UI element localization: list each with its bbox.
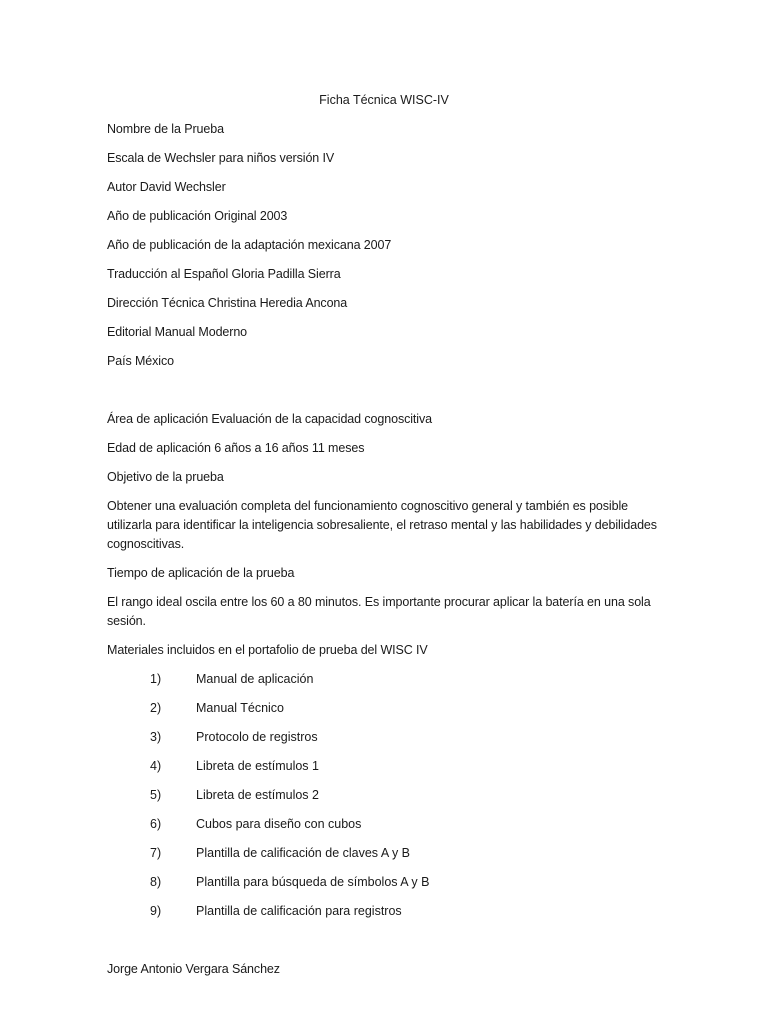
list-item-text: Protocolo de registros	[196, 730, 318, 744]
nombre-value: Escala de Wechsler para niños versión IV	[107, 151, 335, 165]
materiales-heading: Materiales incluidos en el portafolio de prueba del WISC IV	[107, 643, 428, 657]
list-item-text: Libreta de estímulos 1	[196, 759, 319, 773]
area-line: Área de aplicación Evaluación de la capacidad cognoscitiva	[107, 412, 432, 426]
document-author: Jorge Antonio Vergara Sánchez	[107, 962, 280, 976]
list-item-number: 8)	[150, 875, 162, 889]
edad-line: Edad de aplicación 6 años a 16 años 11 meses	[107, 441, 365, 455]
list-item-number: 4)	[150, 759, 162, 773]
list-item-text: Cubos para diseño con cubos	[196, 817, 362, 831]
editorial-line: Editorial Manual Moderno	[107, 325, 248, 339]
autor-line: Autor David Wechsler	[107, 180, 226, 194]
list-item-text: Plantilla para búsqueda de símbolos A y B	[196, 875, 430, 889]
nombre-heading: Nombre de la Prueba	[107, 122, 224, 136]
list-item-text: Plantilla de calificación de claves A y B	[196, 846, 411, 860]
anio-adaptacion-line: Año de publicación de la adaptación mexicana 2007	[107, 238, 392, 252]
list-item-text: Libreta de estímulos 2	[196, 788, 319, 802]
objetivo-heading: Objetivo de la prueba	[107, 470, 224, 484]
tiempo-heading: Tiempo de aplicación de la prueba	[107, 566, 295, 580]
list-item-number: 5)	[150, 788, 162, 802]
list-item-number: 1)	[150, 672, 162, 686]
list-item-number: 9)	[150, 904, 162, 918]
objetivo-paragraph: Obtener una evaluación completa del funcionamiento cognoscitivo general y también es posible utilizarla para identificar la inteligencia sobresaliente, el retraso mental y las habilidades y debilidades cognoscitivas.	[107, 499, 657, 551]
list-item-text: Manual Técnico	[196, 701, 285, 715]
pais-line: País México	[107, 354, 174, 368]
list-item-number: 6)	[150, 817, 162, 831]
tiempo-paragraph: El rango ideal oscila entre los 60 a 80 minutos. Es importante procurar aplicar la batería en una sola sesión.	[107, 595, 651, 628]
list-item-number: 7)	[150, 846, 162, 860]
list-item-text: Plantilla de calificación para registros	[196, 904, 402, 918]
list-item-number: 2)	[150, 701, 162, 715]
document-title: Ficha Técnica WISC-IV	[319, 93, 449, 107]
direccion-line: Dirección Técnica Christina Heredia Ancona	[107, 296, 348, 310]
anio-original-line: Año de publicación Original 2003	[107, 209, 288, 223]
list-item-text: Manual de aplicación	[196, 672, 314, 686]
list-item-number: 3)	[150, 730, 162, 744]
traduccion-line: Traducción al Español Gloria Padilla Sierra	[107, 267, 341, 281]
